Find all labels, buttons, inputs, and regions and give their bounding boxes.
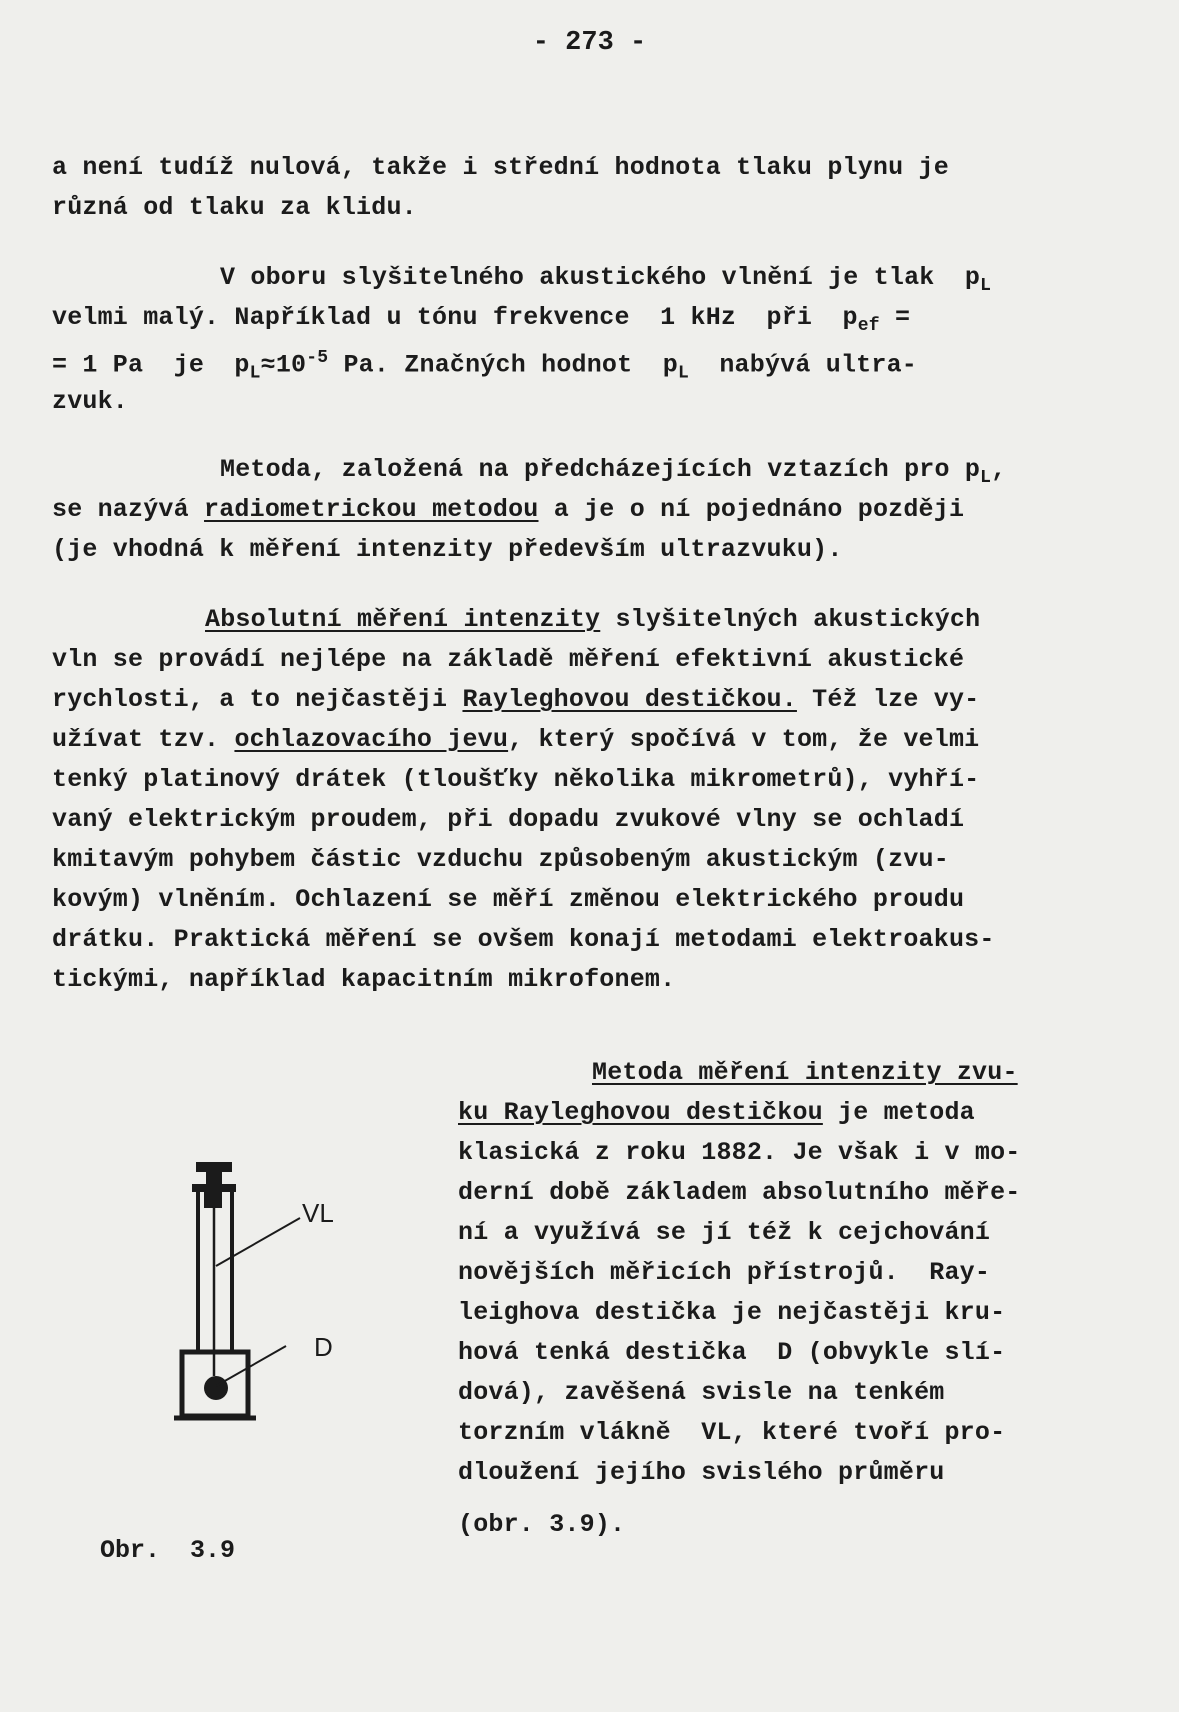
p1-line-2: různá od tlaku za klidu. [52,193,417,222]
p1-line-1: a není tudíž nulová, takže i střední hodnota tlaku plynu je [52,153,949,182]
p5-line-11: dloužení jejího svislého průměru [458,1458,945,1487]
p4-line-2: vln se provádí nejlépe na základě měření efektivní akustické [52,645,965,674]
p5-line-1 [592,1058,1018,1088]
clamp-screw [206,1172,222,1186]
leader-vl [216,1218,300,1266]
page-number: - 273 - [532,28,647,58]
term-method-heading: Metoda měření intenzity zvu- [592,1058,1018,1087]
p2-line-3: = 1 Pa je $p_L\approx 10^{-5}$ Pa. Značných hodnot $p_L$ nabývá ultra- [52,348,917,384]
p5-line-8: hová tenká destička D (obvykle slí- [458,1338,1006,1367]
p4-line-3: rychlosti, a to nejčastěji Rayleghovou destičkou. Též lze vy- [52,685,980,714]
label-vl: VL [302,1198,334,1228]
label-d: D [314,1332,333,1362]
clamp-top [196,1162,232,1172]
p2-line-4: zvuk. [52,387,129,416]
p5-line-2: ku Rayleghovou destičkou je metoda [458,1098,975,1127]
p4-line-5: tenký platinový drátek (tloušťky několika mikrometrů), vyhří- [52,765,980,794]
p5-line-4: derní době základem absolutního měře- [458,1178,1021,1207]
p5-line-7: leighova destička je nejčastěji kru- [458,1298,1006,1327]
term-absolute-measurement: Absolutní měření intenzity [205,605,601,634]
p5-line-5: ní a využívá se jí též k cejchování [458,1218,991,1247]
p4-line-4: užívat tzv. ochlazovacího jevu, který spočívá v tom, že velmi [52,725,980,754]
p4-line-6: vaný elektrickým proudem, při dopadu zvukové vlny se ochladí [52,805,965,834]
p5-line-3: klasická z roku 1882. Je však i v mo- [458,1138,1021,1167]
term-radiometric-method: radiometrickou metodou [204,495,539,524]
p4-line-8: kovým) vlněním. Ochlazení se měří změnou elektrického proudu [52,885,965,914]
p5-line-9: dová), zavěšená svisle na tenkém [458,1378,945,1407]
p4-line-7: kmitavým pohybem částic vzduchu způsobeným akustickým (zvu- [52,845,949,874]
disc-d [204,1376,228,1400]
term-rayleigh-disc: Rayleghovou destičkou. [462,685,797,714]
p5-line-6: novějších měřicích přístrojů. Ray- [458,1258,991,1287]
p4-line-9: drátku. Praktická měření se ovšem konají metodami elektroakus- [52,925,995,954]
p3-line-1: Metoda, založená na předcházejících vztazích pro $p_L$, [220,455,1007,488]
clamp-holder [204,1192,222,1208]
p3-line-3: (je vhodná k měření intenzity především ultrazvuku). [52,535,843,564]
term-cooling-effect: ochlazovacího jevu [234,725,509,754]
p5-line-12: (obr. 3.9). [458,1510,626,1539]
p2-line-2: velmi malý. Například u tónu frekvence 1 kHz při $p_{ef}$ = [52,303,911,336]
p5-line-10: torzním vlákně VL, které tvoří pro- [458,1418,1006,1447]
p4-line-10: tickými, například kapacitním mikrofonem. [52,965,676,994]
figure-caption: Obr. 3.9 [100,1536,236,1565]
rayleigh-disc-figure [150,1140,370,1440]
p2-line-1: V oboru slyšitelného akustického vlnění je tlak $p_L$ [220,263,992,296]
clamp-bar [192,1184,236,1192]
p3-line-2: se nazývá radiometrickou metodou a je o ní pojednáno později [52,495,965,524]
p4-line-1: Absolutní měření intenzity slyšitelných akustických [205,605,981,634]
